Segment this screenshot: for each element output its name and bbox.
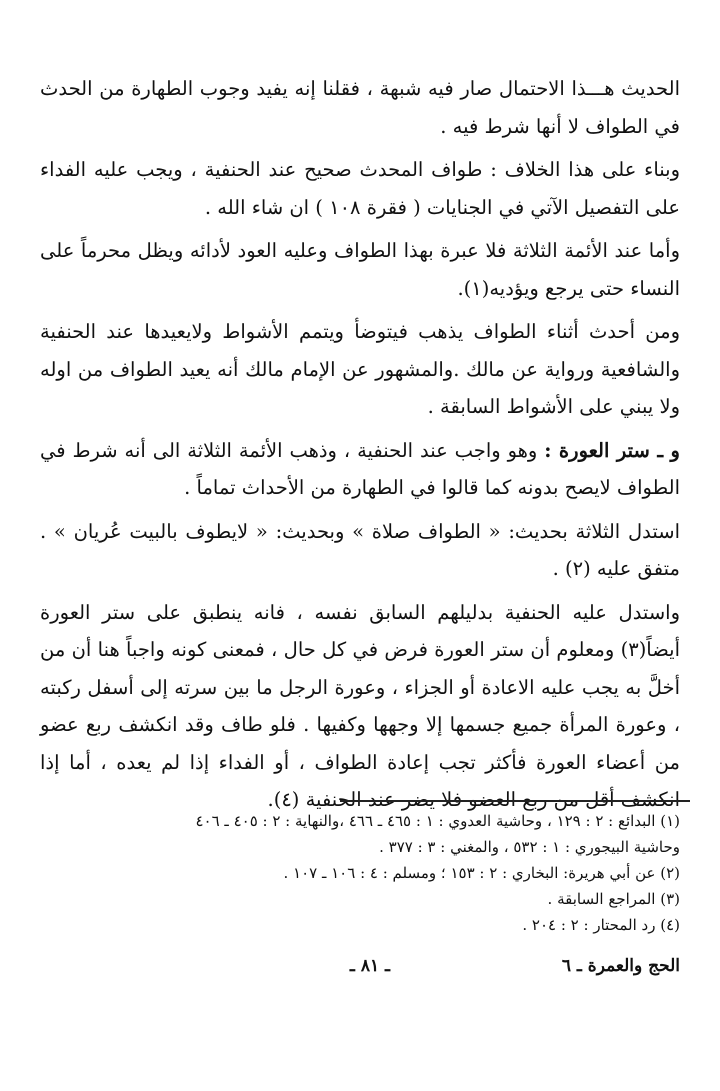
book-title: الحج والعمرة ـ ٦ <box>561 956 680 976</box>
page-footer <box>40 956 680 986</box>
paragraph-covering-awrah: و ـ ستر العورة : وهو واجب عند الحنفية ، وذهب الأئمة الثلاثة الى أنه شرط في الطواف لايصح بدونه كما قالوا في الطهارة من الأحداث تماماً . <box>40 438 680 499</box>
footnote-1-continued: وحاشية البيجوري : ١ : ٥٣٢ ، والمغني : ٣ : ٣٧٧ . <box>379 838 680 856</box>
paragraph-evidence-hanafi: واستدل عليه الحنفية بدليلهم السابق نفسه ، فانه ينطبق على ستر العورة أيضاً(٣) ومعلوم أن ستر العورة فرض في كل حال ، فمعنى كونه واجباً هنا أن من أخلَّ به يجب عليه الاعادة أو الجزاء ، وعورة الرجل ما بين سرته إلى أسفل ركبته ، وعورة المرأة جميع جسمها إلا وجهها وكفيها . فلو طاف وقد انكشف ربع عضو من أعضاء العورة فأكثر تجب إعادة الطواف ، أو الفداء إذا لم يعده ، أما إذا انكشف أقل من ربع العضو فلا يضر عند الحنفية (٤). <box>40 600 680 811</box>
paragraph-impurity-during-tawaf: ومن أحدث أثناء الطواف يذهب فيتوضأ ويتمم الأشواط ولايعيدها عند الحنفية والشافعية ورواية عن مالك .والمشهور عن الإمام مالك أنه يعيد الطواف من اوله ولا يبني على الأشواط السابقة . <box>40 320 680 418</box>
paragraph-evidence-three: استدل الثلاثة بحديث: « الطواف صلاة » وبحديث: « لايطوف بالبيت عُريان » . متفق عليه (٢) . <box>40 519 680 580</box>
page-number: ـ ٨١ ـ <box>349 956 390 976</box>
paragraph-purity-condition: الحديث هـــذا الاحتمال صار فيه شبهة ، فقلنا إنه يفيد وجوب الطهارة من الحدث في الطواف لا أنها شرط فيه . <box>40 77 680 138</box>
paragraph-hanafi-ruling: وبناء على هذا الخلاف : طواف المحدث صحيح عند الحنفية ، ويجب عليه الفداء على التفصيل الآتي في الجنايات ( فقرة ١٠٨ ) ان شاء الله . <box>40 158 680 219</box>
section-heading: و ـ ستر العورة : <box>544 438 680 462</box>
paragraph-three-imams: وأما عند الأئمة الثلاثة فلا عبرة بهذا الطواف وعليه العود لأدائه ويظل محرماً على النساء حتى يرجع ويؤديه(١). <box>40 239 680 300</box>
footnote-1: (١) البدائع : ٢ : ١٢٩ ، وحاشية العدوي : ١ : ٤٦٥ ـ ٤٦٦ ،والنهاية : ٢ : ٤٠٥ ـ ٤٠٦ <box>195 812 680 830</box>
main-text <box>40 70 680 825</box>
footnote-2: (٢) عن أبي هريرة: البخاري : ٢ : ١٥٣ ؛ ومسلم : ٤ : ١٠٦ ـ ١٠٧ . <box>283 864 680 882</box>
footnote-4: (٤) رد المحتار : ٢ : ٢٠٤ . <box>522 916 680 934</box>
footnotes <box>40 808 680 938</box>
footnote-3: (٣) المراجع السابقة . <box>547 890 680 908</box>
footnote-divider <box>340 800 690 802</box>
